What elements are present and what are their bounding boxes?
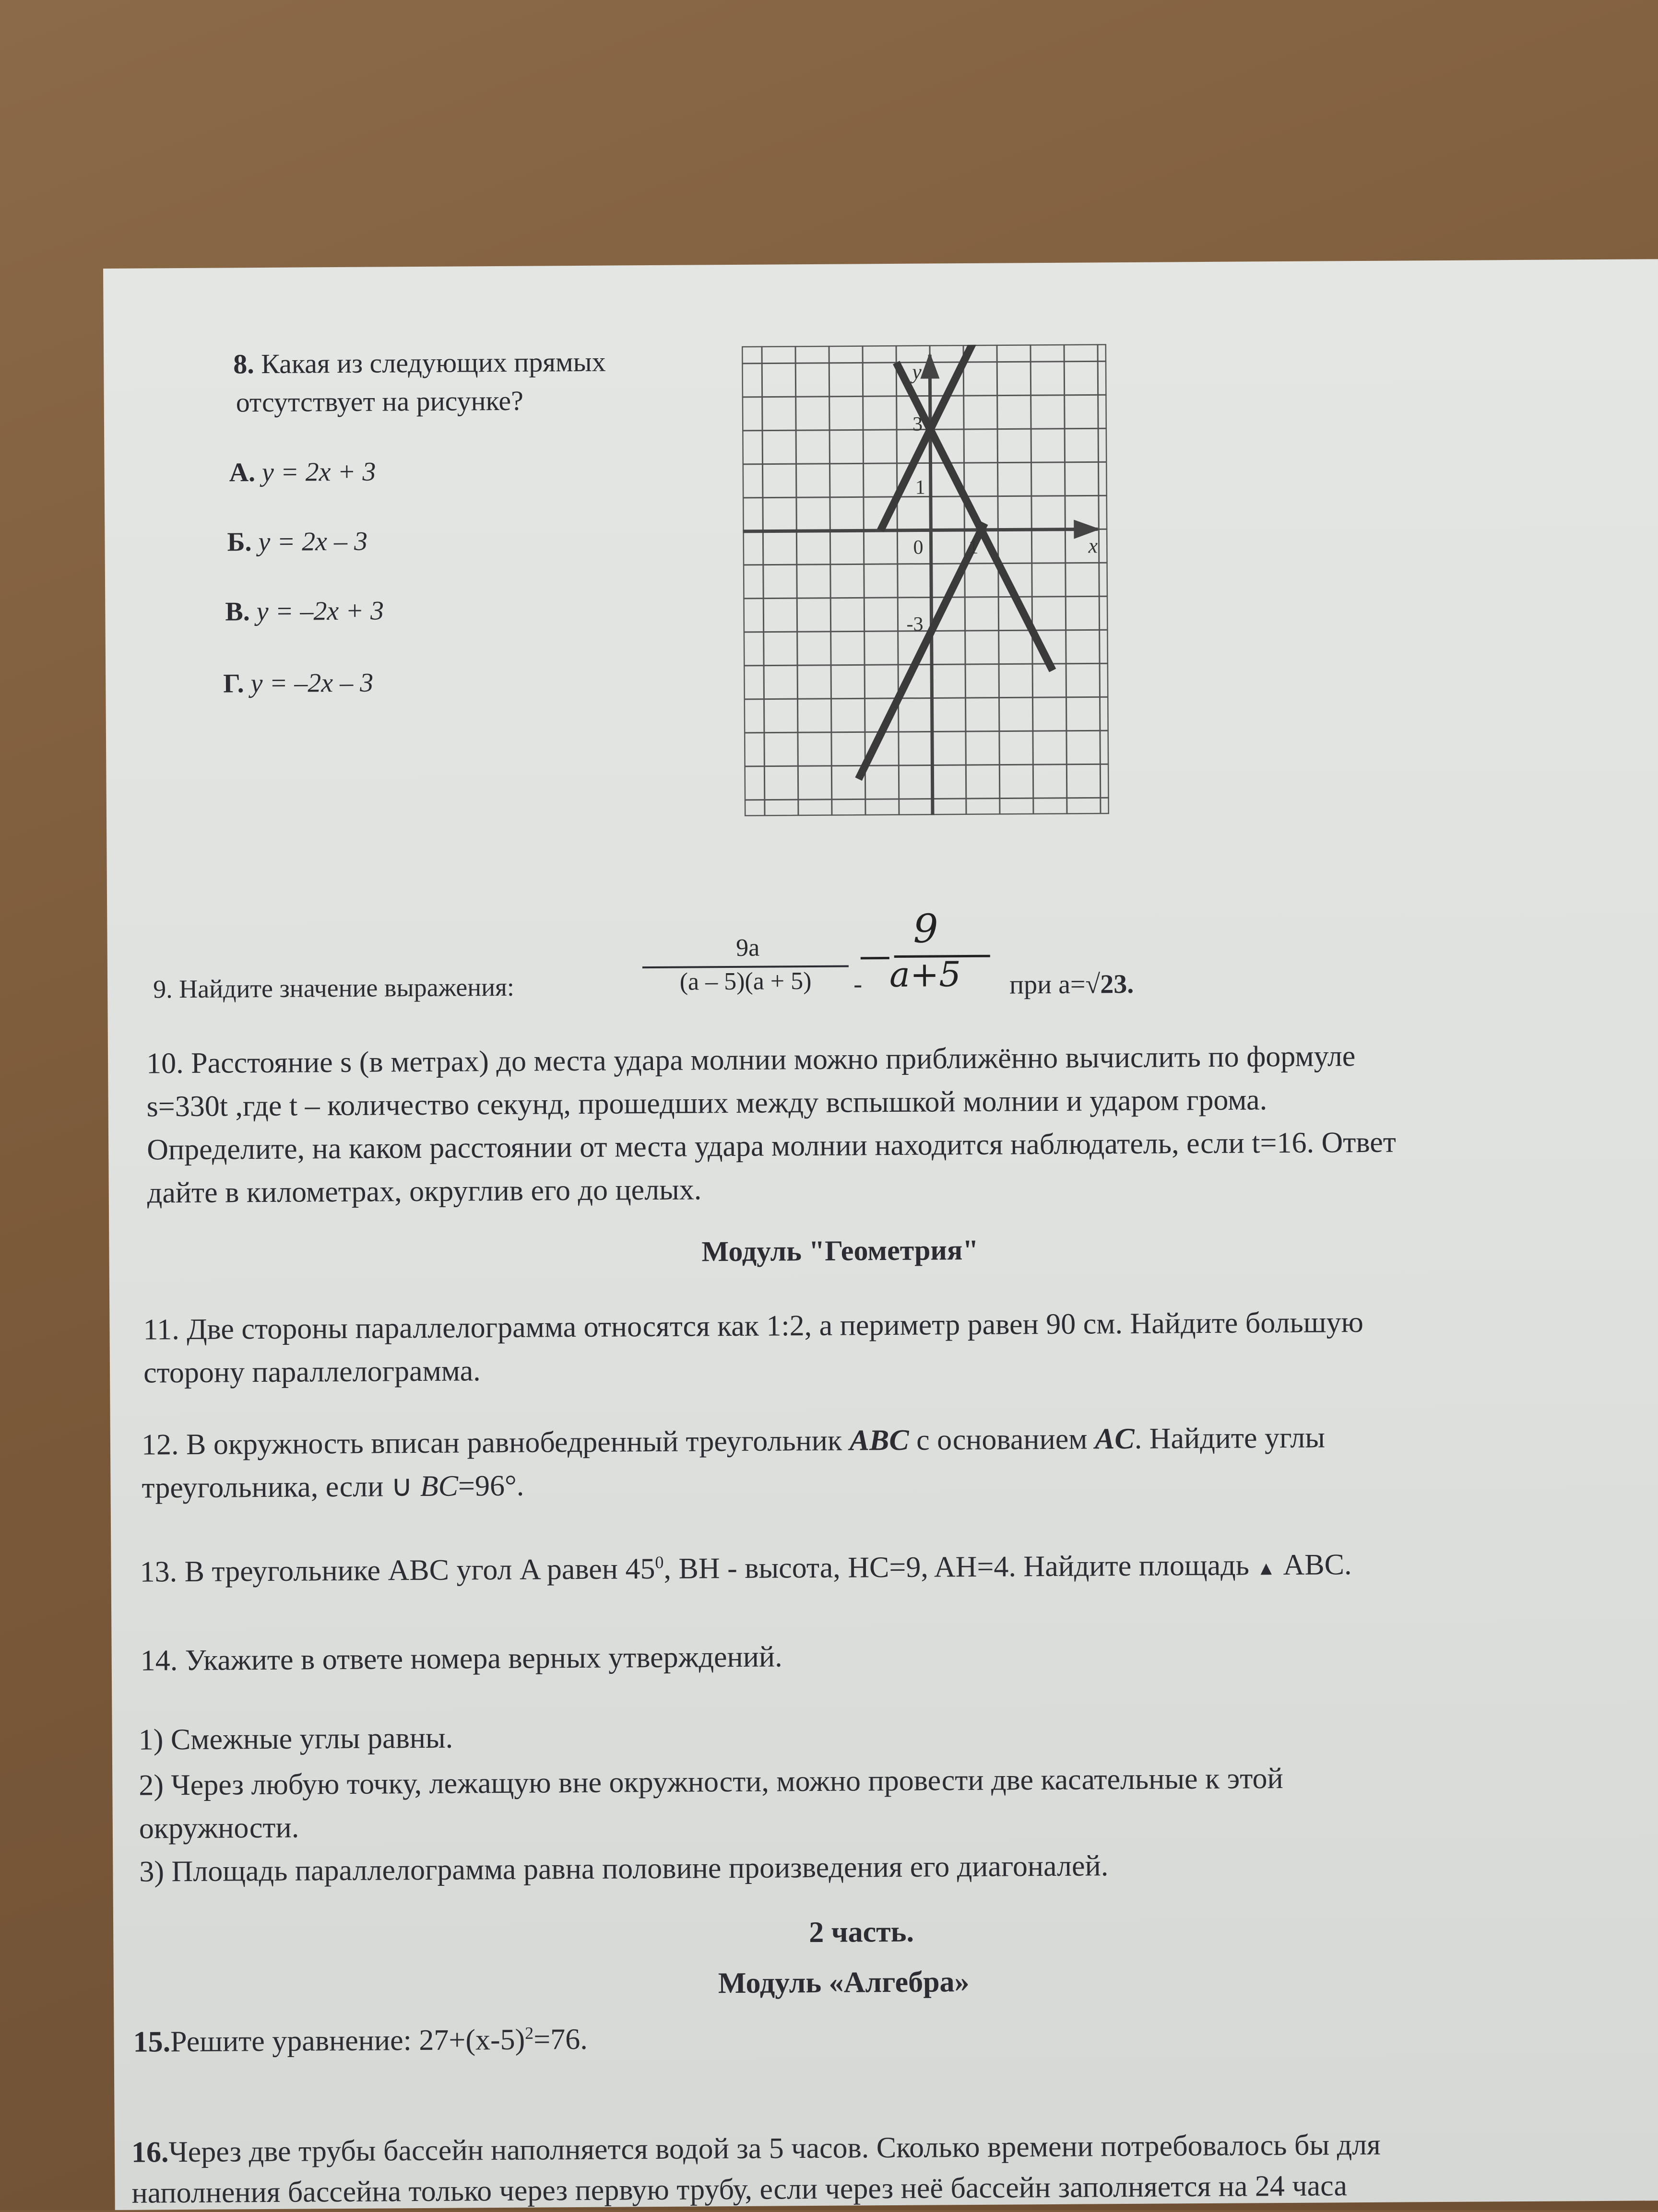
grid-line-horizontal bbox=[743, 462, 1107, 464]
grid-line-horizontal bbox=[742, 361, 1106, 364]
q11-line2: сторону параллелограмма. bbox=[143, 1354, 481, 1389]
tick-label-3: 3 bbox=[912, 413, 923, 435]
q14-statement-2-line2: окружности. bbox=[139, 1811, 299, 1845]
grid-line-horizontal bbox=[745, 798, 1109, 800]
grid-line-vertical bbox=[863, 345, 865, 815]
grid-line-vertical bbox=[1098, 344, 1101, 814]
q9-hand-minus bbox=[861, 957, 889, 959]
grid-line-horizontal bbox=[742, 395, 1107, 397]
q9-handwritten-numerator: 9 bbox=[913, 906, 938, 952]
grid-line-horizontal bbox=[742, 428, 1107, 431]
q8-option-b: Б. y = 2x – 3 bbox=[227, 526, 368, 557]
grid-line-horizontal bbox=[744, 630, 1108, 632]
q16-line2: наполнения бассейна только через первую трубу, если через неё бассейн заполняется на 24 часа bbox=[131, 2169, 1348, 2210]
q9-handwritten-denominator: a+5 bbox=[889, 954, 961, 995]
q11-line1: 11. Две стороны параллелограмма относятся как 1:2, а периметр равен 90 см. Найдите большую bbox=[143, 1306, 1364, 1346]
grid-line-vertical bbox=[762, 346, 765, 816]
q13-text: 13. В треугольнике ABC угол A равен $45^0$, BH - высота, HC=9, AH=4. Найдите площадь ▲ ABC. bbox=[140, 1548, 1352, 1588]
graph-line-2 bbox=[857, 523, 986, 779]
q9-numerator: 9a bbox=[735, 934, 760, 962]
grid-line-vertical bbox=[1064, 344, 1067, 814]
q10-line4: дайте в километрах, округлив его до целых. bbox=[147, 1173, 702, 1210]
grid-line-horizontal bbox=[744, 697, 1109, 699]
grid-line-vertical bbox=[997, 345, 1000, 815]
x-axis bbox=[743, 529, 1098, 531]
q10-line2: s=330t ,где t – количество секунд, прошедших между вспышкой молнии и ударом грома. bbox=[146, 1083, 1267, 1123]
grid-line-horizontal bbox=[744, 764, 1109, 766]
y-axis-arrow-icon bbox=[920, 352, 939, 378]
module-algebra-heading: Модуль «Алгебра» bbox=[718, 1965, 970, 2000]
q14-title: 14. Укажите в ответе номера верных утверждений. bbox=[140, 1640, 782, 1677]
grid-line-vertical bbox=[1030, 344, 1033, 814]
q14-statement-2-line1: 2) Через любую точку, лежащую вне окружности, можно провести две касательные к этой bbox=[139, 1762, 1283, 1802]
graph-lines bbox=[855, 344, 1053, 779]
tick-label-1-x: 1 bbox=[968, 536, 979, 558]
q14-statement-3: 3) Площадь параллелограмма равна половине произведения его диагоналей. bbox=[139, 1849, 1109, 1888]
q12-line2: треугольника, если ∪ BC=96°. bbox=[142, 1469, 524, 1505]
q16-line1: 16.Через две трубы бассейн наполняется водой за 5 часов. Сколько времени потребовалось бы для bbox=[131, 2128, 1381, 2169]
grid-line-horizontal bbox=[744, 730, 1109, 733]
grid-line-vertical bbox=[795, 346, 798, 816]
triangle-icon: ▲ bbox=[1256, 1557, 1276, 1579]
x-axis-label: x bbox=[1088, 534, 1098, 558]
q8-option-v: В. y = –2x + 3 bbox=[225, 596, 384, 627]
part-2-heading: 2 часть. bbox=[809, 1915, 914, 1949]
q8-coordinate-graph bbox=[742, 344, 1109, 816]
y-axis-label: y bbox=[912, 360, 922, 384]
q12-line1: 12. В окружность вписан равнобедренный треугольник ABC с основанием AC. Найдите углы bbox=[141, 1421, 1326, 1461]
q9-prefix: 9. Найдите значение выражения: bbox=[153, 972, 515, 1004]
q8-option-a: А. y = 2x + 3 bbox=[229, 457, 376, 488]
q10-line1: 10. Расстояние s (в метрах) до места удара молнии можно приближённо вычислить по формуле bbox=[146, 1040, 1356, 1080]
q10-line3: Определите, на каком расстоянии от места удара молнии находится наблюдатель, если t=16. Ответ bbox=[147, 1126, 1397, 1166]
tick-label-1-y: 1 bbox=[915, 476, 925, 499]
worksheet-page bbox=[103, 259, 1658, 2210]
q9-minus: - bbox=[853, 969, 863, 999]
q9-denominator: (a – 5)(a + 5) bbox=[679, 967, 812, 996]
grid-line-vertical bbox=[963, 345, 966, 815]
q8-option-g: Г. y = –2x – 3 bbox=[223, 668, 374, 699]
q15-text: 15.Решите уравнение: $27+(x-5)^2=76$. bbox=[133, 2023, 588, 2059]
grid-line-horizontal bbox=[743, 596, 1108, 599]
q9-suffix: при a=√23. bbox=[1009, 969, 1134, 1000]
tick-label-0: 0 bbox=[913, 536, 924, 559]
q14-statement-1: 1) Смежные углы равны. bbox=[138, 1721, 453, 1756]
q8-text-line2: отсутствует на рисунке? bbox=[236, 385, 524, 418]
module-geometry-heading: Модуль "Геометрия" bbox=[701, 1234, 979, 1268]
tick-label-minus-3: -3 bbox=[906, 613, 924, 635]
q8-text-line1: 8. Какая из следующих прямых bbox=[233, 346, 606, 380]
grid-line-vertical bbox=[896, 345, 899, 815]
grid-line-vertical bbox=[829, 346, 832, 816]
grid-line-horizontal bbox=[743, 563, 1108, 565]
